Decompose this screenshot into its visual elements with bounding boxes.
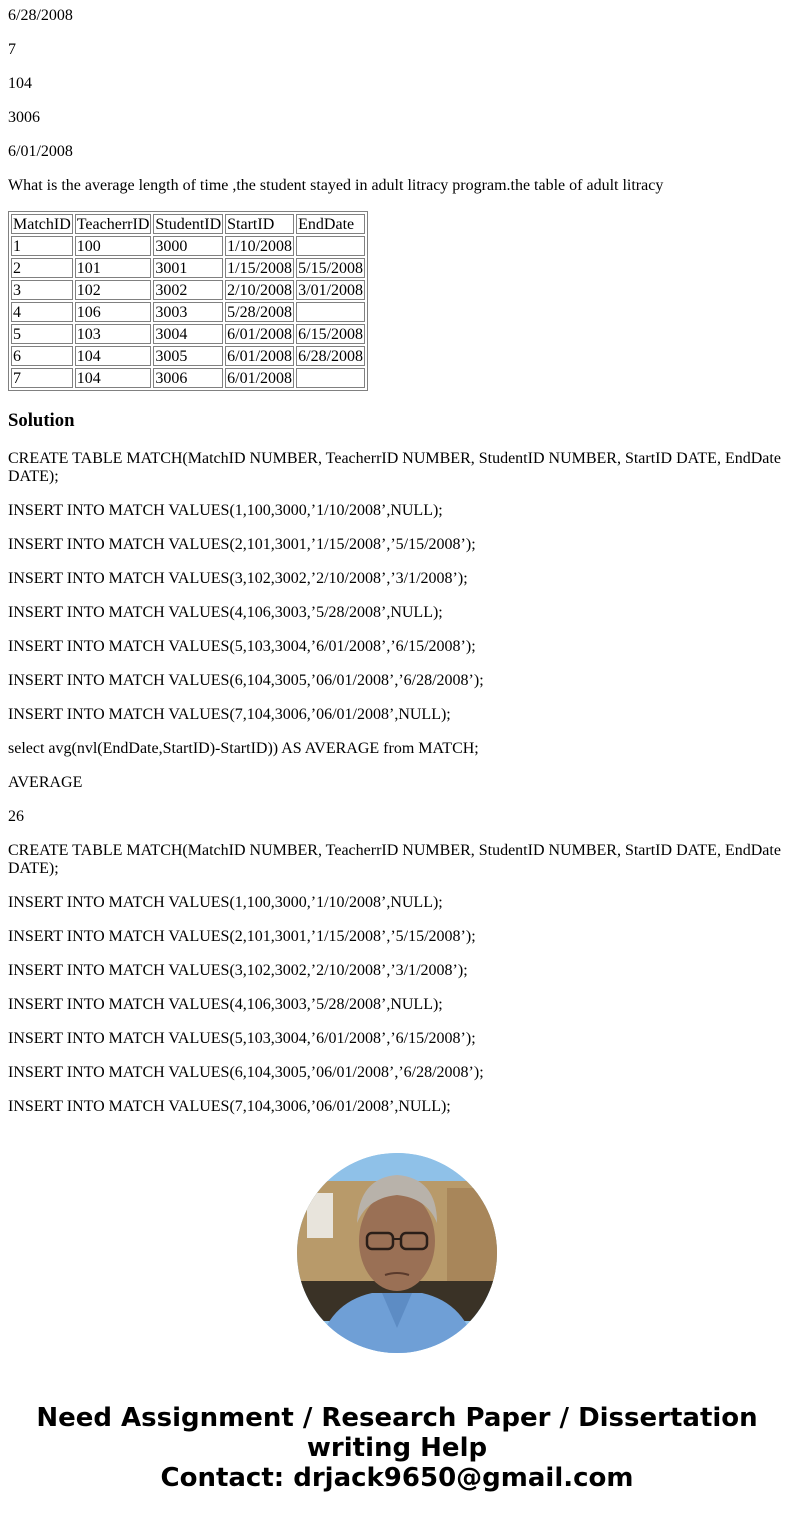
table-cell: 3003 [153,302,223,322]
sql-create-statement: CREATE TABLE MATCH(MatchID NUMBER, TeacherrID NUMBER, StudentID NUMBER, StartID DATE, EndDate DATE); [8,450,781,485]
promo-line: Need Assignment / Research Paper / Dissertation [36,1403,758,1433]
table-cell: 6/01/2008 [225,346,294,366]
table-row [11,258,365,278]
header-value: 104 [8,75,32,92]
table-cell [296,302,365,322]
table-cell: 2 [11,258,73,278]
header-value: 6/28/2008 [8,7,73,24]
table-cell: 3001 [153,258,223,278]
table-cell: 1 [11,236,73,256]
promo-line: writing Help [306,1433,488,1463]
sql-select-query: select avg(nvl(EndDate,StartID)-StartID)) AS AVERAGE from MATCH; [8,740,479,757]
author-avatar [297,1153,497,1353]
header-value: 7 [8,41,16,58]
table-header-row [11,214,365,234]
table-cell [296,236,365,256]
column-header: StudentID [155,216,222,233]
promo-banner [0,1403,794,1493]
question-text: What is the average length of time ,the student stayed in adult litracy program.the table of adult litracy [8,177,664,194]
table-cell: 4 [11,302,73,322]
column-header: TeacherrID [76,216,150,233]
sql-insert-statement: INSERT INTO MATCH VALUES(2,101,3001,’1/15/2008’,’5/15/2008’); [8,928,476,945]
sql-insert-statement: INSERT INTO MATCH VALUES(6,104,3005,’06/01/2008’,’6/28/2008’); [8,1064,484,1081]
table-cell: 6/28/2008 [296,346,365,366]
table-cell: 3006 [153,368,223,388]
table-cell: 100 [75,236,152,256]
sql-insert-statement: INSERT INTO MATCH VALUES(4,106,3003,’5/28/2008’,NULL); [8,996,443,1013]
table-cell: 102 [75,280,152,300]
sql-insert-statement: INSERT INTO MATCH VALUES(1,100,3000,’1/10/2008’,NULL); [8,502,443,519]
table-cell: 2/10/2008 [225,280,294,300]
table-cell: 101 [75,258,152,278]
table-cell: 6/01/2008 [225,368,294,388]
table-cell: 3000 [153,236,223,256]
table-cell: 1/15/2008 [225,258,294,278]
table-cell: 6 [11,346,73,366]
table-row [11,236,365,256]
table-cell: 7 [11,368,73,388]
sql-insert-statement: INSERT INTO MATCH VALUES(4,106,3003,’5/28/2008’,NULL); [8,604,443,621]
sql-insert-statement: INSERT INTO MATCH VALUES(1,100,3000,’1/10/2008’,NULL); [8,894,443,911]
portrait-photo-icon [297,1153,497,1353]
sql-insert-statement: INSERT INTO MATCH VALUES(3,102,3002,’2/10/2008’,’3/1/2008’); [8,962,468,979]
result-value: 26 [8,808,24,825]
adult-literacy-table [8,211,368,391]
table-cell: 104 [75,368,152,388]
sql-create-statement: CREATE TABLE MATCH(MatchID NUMBER, TeacherrID NUMBER, StudentID NUMBER, StartID DATE, EndDate DATE); [8,842,781,877]
table-cell: 3 [11,280,73,300]
sql-insert-statement: INSERT INTO MATCH VALUES(7,104,3006,’06/01/2008’,NULL); [8,706,451,723]
result-label: AVERAGE [8,774,83,791]
table-cell: 5/28/2008 [225,302,294,322]
table-cell [296,368,365,388]
table-cell: 3/01/2008 [296,280,365,300]
table-row [11,368,365,388]
sql-insert-statement: INSERT INTO MATCH VALUES(3,102,3002,’2/10/2008’,’3/1/2008’); [8,570,468,587]
table-cell: 1/10/2008 [225,236,294,256]
table-cell: 6/15/2008 [296,324,365,344]
header-value: 3006 [8,109,40,126]
column-header: MatchID [13,216,71,233]
solution-heading: Solution [8,410,75,431]
column-header: EndDate [296,214,365,234]
promo-contact: Contact: drjack9650@gmail.com [160,1463,634,1493]
table-cell: 3002 [153,280,223,300]
table-row [11,324,365,344]
table-row [11,346,365,366]
table-row [11,280,365,300]
table-cell: 5 [11,324,73,344]
table-cell: 103 [75,324,152,344]
column-header: StartID [225,214,294,234]
sql-insert-statement: INSERT INTO MATCH VALUES(5,103,3004,’6/01/2008’,’6/15/2008’); [8,638,476,655]
sql-insert-statement: INSERT INTO MATCH VALUES(6,104,3005,’06/01/2008’,’6/28/2008’); [8,672,484,689]
sql-insert-statement: INSERT INTO MATCH VALUES(2,101,3001,’1/15/2008’,’5/15/2008’); [8,536,476,553]
sql-insert-statement: INSERT INTO MATCH VALUES(5,103,3004,’6/01/2008’,’6/15/2008’); [8,1030,476,1047]
table-cell: 106 [75,302,152,322]
table-cell: 104 [75,346,152,366]
table-cell: 3004 [153,324,223,344]
table-row [11,302,365,322]
sql-insert-statement: INSERT INTO MATCH VALUES(7,104,3006,’06/01/2008’,NULL); [8,1098,451,1115]
header-value: 6/01/2008 [8,143,73,160]
table-cell: 6/01/2008 [225,324,294,344]
table-cell: 3005 [153,346,223,366]
table-cell: 5/15/2008 [296,258,365,278]
